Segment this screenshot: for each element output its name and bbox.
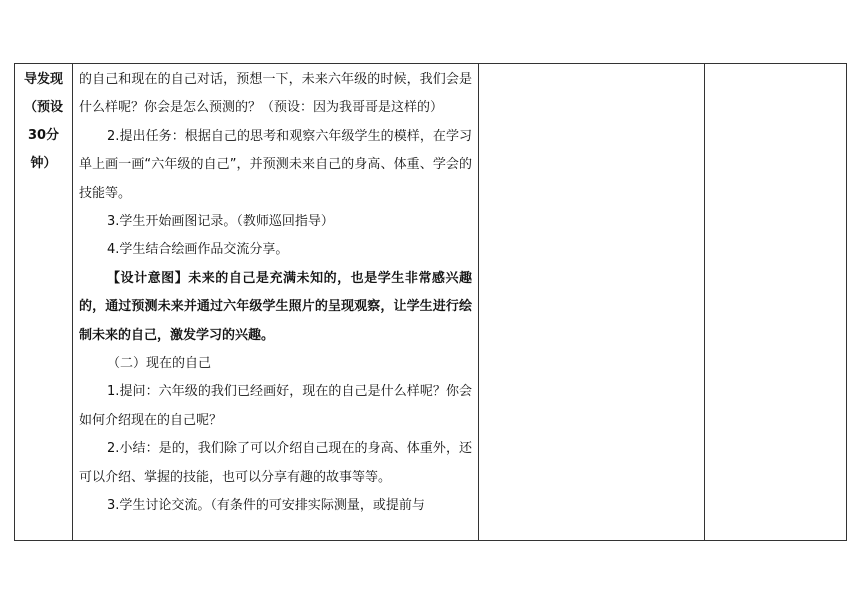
stage-label-line: （预设 (23, 100, 63, 115)
stage-label-line: 30分 (27, 128, 60, 143)
design-intent-paragraph: 【设计意图】未来的自己是充满未知的，也是学生非常感兴趣的，通过预测未来并通过六年级学生照片的呈现观察，让学生进行绘制未来的自己，激发学习的兴趣。 (79, 270, 472, 343)
paragraph: 4.学生结合绘画作品交流分享。 (107, 242, 289, 258)
paragraph: 的自己和现在的自己对话，预想一下，未来六年级的时候，我们会是什么样呢？你会是怎么预测的？（预设：因为我哥哥是这样的） (79, 72, 472, 116)
empty-cell-3 (479, 64, 705, 541)
paragraph: 3.学生讨论交流。（有条件的可安排实际测量，或提前与 (107, 498, 425, 514)
paragraph: 2.提出任务：根据自己的思考和观察六年级学生的模样，在学习单上画一画“六年级的自己”，并预测未来自己的身高、体重、学会的技能等。 (79, 128, 472, 201)
stage-label-cell (15, 64, 73, 541)
section-heading: （二）现在的自己 (107, 356, 212, 372)
stage-label-line: 钟） (30, 156, 57, 171)
table-row (15, 64, 847, 541)
empty-cell-4 (705, 64, 847, 541)
paragraph: 2.小结：是的，我们除了可以介绍自己现在的身高、体重外，还可以介绍、掌握的技能，也可以分享有趣的故事等等。 (79, 441, 472, 485)
stage-label-line: 导发现 (23, 72, 63, 87)
paragraph: 3.学生开始画图记录。（教师巡回指导） (107, 214, 334, 230)
lesson-plan-table (14, 63, 847, 541)
teaching-process-cell (73, 64, 479, 541)
paragraph: 1.提问：六年级的我们已经画好，现在的自己是什么样呢？你会如何介绍现在的自己呢？ (79, 384, 472, 428)
